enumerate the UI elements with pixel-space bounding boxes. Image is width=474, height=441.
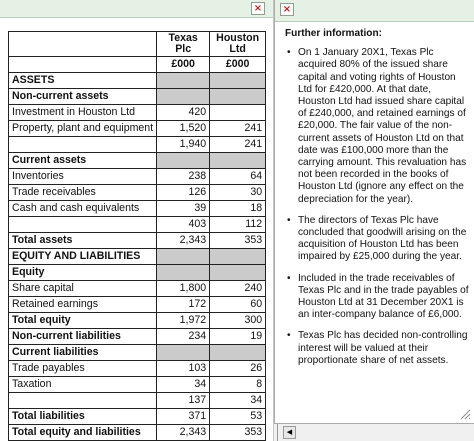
row-label: Non-current assets xyxy=(9,89,157,105)
texas-value-cell: 2,343 xyxy=(157,425,210,441)
row-label: EQUITY AND LIABILITIES xyxy=(9,249,157,265)
row-label: Total equity and liabilities xyxy=(9,425,157,441)
houston-value-cell: 18 xyxy=(210,201,266,217)
resize-grip-icon[interactable] xyxy=(459,408,471,420)
info-titlebar xyxy=(275,0,474,22)
table-row xyxy=(9,409,266,425)
scrollbar-divider xyxy=(277,424,278,441)
table-row xyxy=(9,265,266,281)
houston-value-cell: 112 xyxy=(210,217,266,233)
balance-sheet-table xyxy=(8,31,266,441)
texas-value-cell: 234 xyxy=(157,329,210,345)
scroll-left-arrow-icon[interactable]: ◀ xyxy=(283,426,296,439)
info-heading: Further information: xyxy=(285,28,383,39)
row-label: Trade receivables xyxy=(9,185,157,201)
table-row xyxy=(9,137,266,153)
unit-blank-cell xyxy=(9,57,157,73)
houston-value-cell xyxy=(210,265,266,281)
houston-value-cell: 353 xyxy=(210,233,266,249)
row-label: Retained earnings xyxy=(9,297,157,313)
texas-value-cell xyxy=(157,89,210,105)
texas-value-cell: 238 xyxy=(157,169,210,185)
texas-value-cell: 172 xyxy=(157,297,210,313)
houston-value-cell xyxy=(210,105,266,121)
table-row xyxy=(9,89,266,105)
row-label xyxy=(9,393,157,409)
row-label: ASSETS xyxy=(9,73,157,89)
table-row xyxy=(9,153,266,169)
table-row xyxy=(9,233,266,249)
row-label: Total assets xyxy=(9,233,157,249)
row-label: Total liabilities xyxy=(9,409,157,425)
col-header-texas-line1: Texas xyxy=(168,32,198,44)
info-bullet: • On 1 January 20X1, Texas Plc acquired 80% of the issued share capital and voting rights of Houston Ltd for £420,000. At that date, Houston Ltd had issued share capital of £240,000, and retained earnings of £20,000. The fair value of the non-current assets of Houston Ltd on that date was £100,000 more than the carrying amount. This revaluation has not been recorded in the books of Houston Ltd (ignore any effect on the depreciation for the year). xyxy=(285,47,469,206)
col-header-houston-line1: Houston xyxy=(216,32,260,44)
row-label: Current liabilities xyxy=(9,345,157,361)
table-row xyxy=(9,313,266,329)
col-header-texas xyxy=(157,32,210,57)
table-row xyxy=(9,249,266,265)
table-unit-row xyxy=(9,57,266,73)
houston-value-cell xyxy=(210,249,266,265)
row-label: Share capital xyxy=(9,281,157,297)
houston-value-cell: 300 xyxy=(210,313,266,329)
balance-sheet-titlebar xyxy=(0,0,273,18)
table-row xyxy=(9,425,266,441)
table-row xyxy=(9,377,266,393)
houston-value-cell: 30 xyxy=(210,185,266,201)
col-header-houston xyxy=(210,32,266,57)
table-row xyxy=(9,217,266,233)
row-label: Non-current liabilities xyxy=(9,329,157,345)
table-row xyxy=(9,185,266,201)
table-row xyxy=(9,73,266,89)
horizontal-scrollbar[interactable] xyxy=(274,424,474,441)
row-label: Taxation xyxy=(9,377,157,393)
row-label: Total equity xyxy=(9,313,157,329)
texas-value-cell: 126 xyxy=(157,185,210,201)
table-row xyxy=(9,345,266,361)
houston-value-cell: 53 xyxy=(210,409,266,425)
row-label: Inventories xyxy=(9,169,157,185)
texas-value-cell xyxy=(157,73,210,89)
houston-value-cell xyxy=(210,89,266,105)
texas-value-cell: 34 xyxy=(157,377,210,393)
houston-value-cell: 8 xyxy=(210,377,266,393)
texas-value-cell: 103 xyxy=(157,361,210,377)
table-row xyxy=(9,201,266,217)
texas-value-cell xyxy=(157,153,210,169)
row-label xyxy=(9,137,157,153)
row-label: Cash and cash equivalents xyxy=(9,201,157,217)
info-body xyxy=(285,28,469,376)
table-row xyxy=(9,169,266,185)
col-header-texas-line2: Plc xyxy=(175,43,192,55)
houston-value-cell: 34 xyxy=(210,393,266,409)
row-label xyxy=(9,217,157,233)
table-header-row xyxy=(9,32,266,57)
houston-value-cell: 26 xyxy=(210,361,266,377)
houston-value-cell: 240 xyxy=(210,281,266,297)
info-bullet: • The directors of Texas Plc have concluded that goodwill arising on the acquisition of Houston Ltd has been impaired by £25,000 during the year. xyxy=(285,215,469,264)
texas-value-cell: 403 xyxy=(157,217,210,233)
texas-value-cell: 137 xyxy=(157,393,210,409)
col-header-houston-line2: Ltd xyxy=(229,43,246,55)
info-bullet: • Included in the trade receivables of Texas Plc and in the trade payables of Houston Ltd at 31 December 20X1 is an inter-company balance of £6,000. xyxy=(285,273,469,322)
houston-value-cell xyxy=(210,345,266,361)
texas-value-cell: 2,343 xyxy=(157,233,210,249)
houston-value-cell xyxy=(210,153,266,169)
info-bullet-list xyxy=(285,47,469,367)
texas-value-cell: 39 xyxy=(157,201,210,217)
info-close-button[interactable]: × xyxy=(280,3,294,16)
table-row xyxy=(9,281,266,297)
unit-texas: £000 xyxy=(157,57,210,73)
table-row xyxy=(9,393,266,409)
texas-value-cell: 420 xyxy=(157,105,210,121)
texas-value-cell xyxy=(157,265,210,281)
table-row xyxy=(9,361,266,377)
houston-value-cell: 64 xyxy=(210,169,266,185)
row-label: Trade payables xyxy=(9,361,157,377)
texas-value-cell: 1,800 xyxy=(157,281,210,297)
further-information-window xyxy=(274,0,474,424)
row-label: Equity xyxy=(9,265,157,281)
unit-houston: £000 xyxy=(210,57,266,73)
table-row xyxy=(9,105,266,121)
table-row xyxy=(9,329,266,345)
row-label: Investment in Houston Ltd xyxy=(9,105,157,121)
row-label: Current assets xyxy=(9,153,157,169)
texas-value-cell xyxy=(157,249,210,265)
houston-value-cell: 353 xyxy=(210,425,266,441)
houston-value-cell: 19 xyxy=(210,329,266,345)
row-label: Property, plant and equipment xyxy=(9,121,157,137)
info-bullet: • Texas Plc has decided non-controlling interest will be valued at their proportionate share of net assets. xyxy=(285,330,469,367)
texas-value-cell: 1,972 xyxy=(157,313,210,329)
houston-value-cell: 241 xyxy=(210,121,266,137)
table-row xyxy=(9,121,266,137)
texas-value-cell: 1,940 xyxy=(157,137,210,153)
houston-value-cell xyxy=(210,73,266,89)
header-blank-cell xyxy=(9,32,157,57)
table-row xyxy=(9,297,266,313)
texas-value-cell: 371 xyxy=(157,409,210,425)
houston-value-cell: 241 xyxy=(210,137,266,153)
balance-sheet-close-button[interactable]: × xyxy=(251,2,265,15)
texas-value-cell xyxy=(157,345,210,361)
houston-value-cell: 60 xyxy=(210,297,266,313)
texas-value-cell: 1,520 xyxy=(157,121,210,137)
